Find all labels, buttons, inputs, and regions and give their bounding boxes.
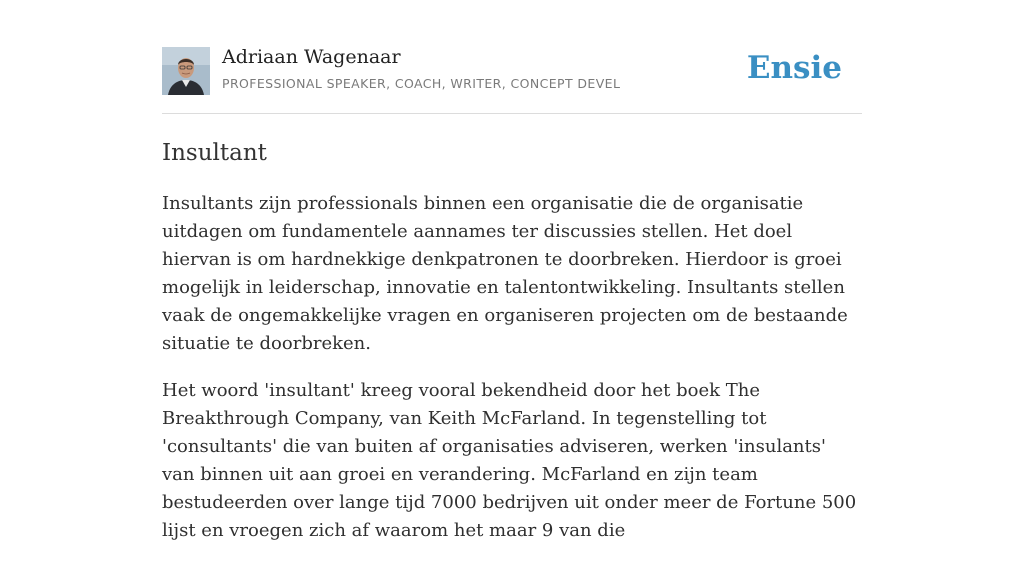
brand-logo[interactable]: Ensie (746, 50, 842, 86)
person-portrait-icon (162, 47, 210, 95)
author-tagline: PROFESSIONAL SPEAKER, COACH, WRITER, CONCEPT DEVEL (222, 76, 621, 91)
article-paragraph: Insultants zijn professionals binnen een organisatie die de organisatie uitdagen om fundamentele aannames ter discussies stellen. Het doel hiervan is om hardnekkige denkpatronen te doorbreken. Hierdoor is groei mogelijk in leiderschap, innovatie en talentontwikkeling. Insultants stellen vaak de ongemakkelijke vragen en organiseren projecten om de bestaande situatie te doorbreken. (162, 193, 848, 354)
author-header (162, 46, 862, 114)
article-container (162, 46, 862, 564)
author-name[interactable]: Adriaan Wagenaar (222, 46, 401, 68)
article-title: Insultant (162, 140, 267, 166)
article-paragraph: Het woord 'insultant' kreeg vooral bekendheid door het boek The Breakthrough Company, van Keith McFarland. In tegenstelling tot 'consultants' die van buiten af organisaties adviseren, werken 'insulants' van binnen uit aan groei en verandering. McFarland en zijn team bestudeerden over lange tijd 7000 bedrijven uit onder meer de Fortune 500 lijst en vroegen zich af waarom het maar 9 van die (162, 380, 857, 541)
article-body (162, 190, 862, 545)
avatar[interactable] (162, 47, 210, 95)
